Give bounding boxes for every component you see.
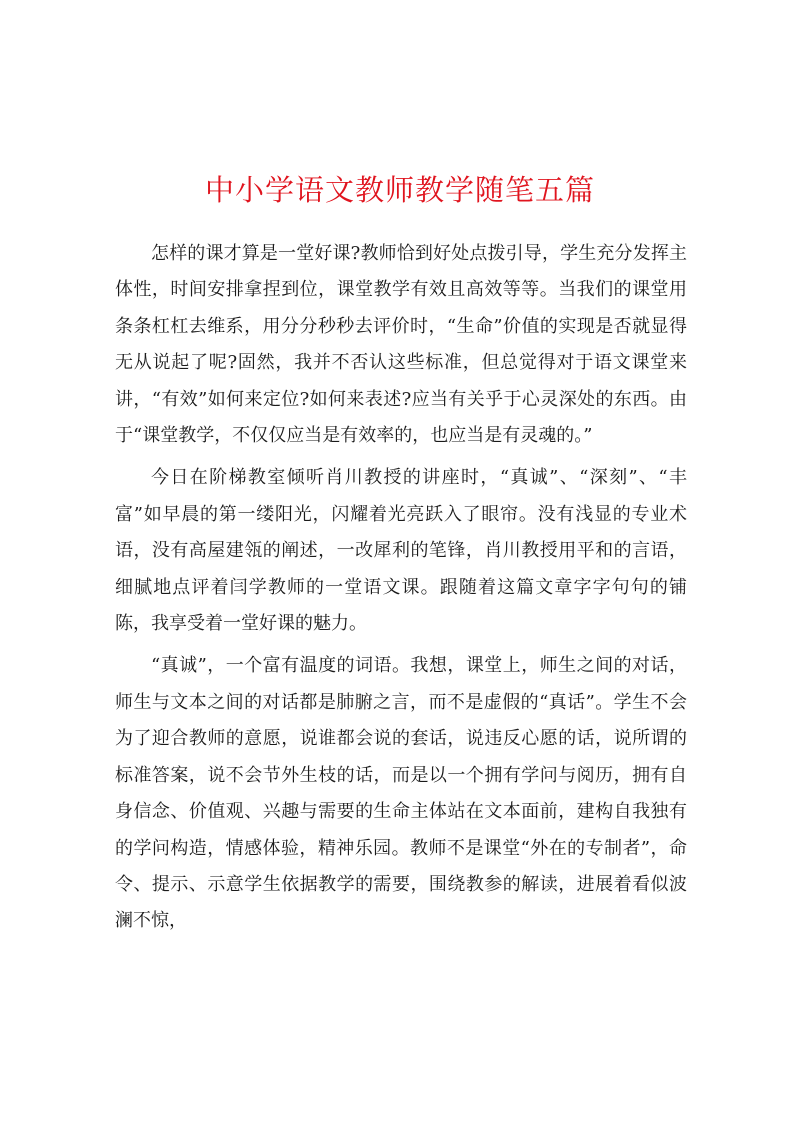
document-title: 中小学语文教师教学随笔五篇 xyxy=(204,173,595,207)
paragraph-1: 怎样的课才算是一堂好课?教师恰到好处点拨引导，学生充分发挥主体性，时间安排拿捏到位，课堂教学有效且高效等等。当我们的课堂用条条杠杠去维系，用分分秒秒去评价时，“生命”价值的实现是否就显得无从说起了呢?固然，我并不否认这些标准，但总觉得对于语文课堂来讲，“有效”如何来定位?如何来表述?应当有关乎于心灵深处的东西。由于“课堂教学，不仅仅应当是有效率的，也应当是有灵魂的。” xyxy=(115,243,687,447)
paragraph-2: 今日在阶梯教室倾听肖川教授的讲座时，“真诚”、“深刻”、“丰富”如早晨的第一缕阳光，闪耀着光亮跃入了眼帘。没有浅显的专业术语，没有高屋建瓴的阐述，一改犀利的笔锋，肖川教授用平和的言语，细腻地点评着闫学教师的一堂语文课。跟随着这篇文章字字句句的铺陈，我享受着一堂好课的魅力。 xyxy=(115,467,687,635)
document-body xyxy=(115,236,687,946)
paragraph-3: “真诚”，一个富有温度的词语。我想，课堂上，师生之间的对话，师生与文本之间的对话都是肺腑之言，而不是虚假的“真话”。学生不会为了迎合教师的意愿，说谁都会说的套话，说违反心愿的话，说所谓的标准答案，说不会节外生枝的话，而是以一个拥有学问与阅历，拥有自身信念、价值观、兴趣与需要的生命主体站在文本面前，建构自我独有的学问构造，情感体验，精神乐园。教师不是课堂“外在的专制者”，命令、提示、示意学生依据教学的需要，围绕教参的解读，进展着看似波澜不惊， xyxy=(115,655,687,932)
